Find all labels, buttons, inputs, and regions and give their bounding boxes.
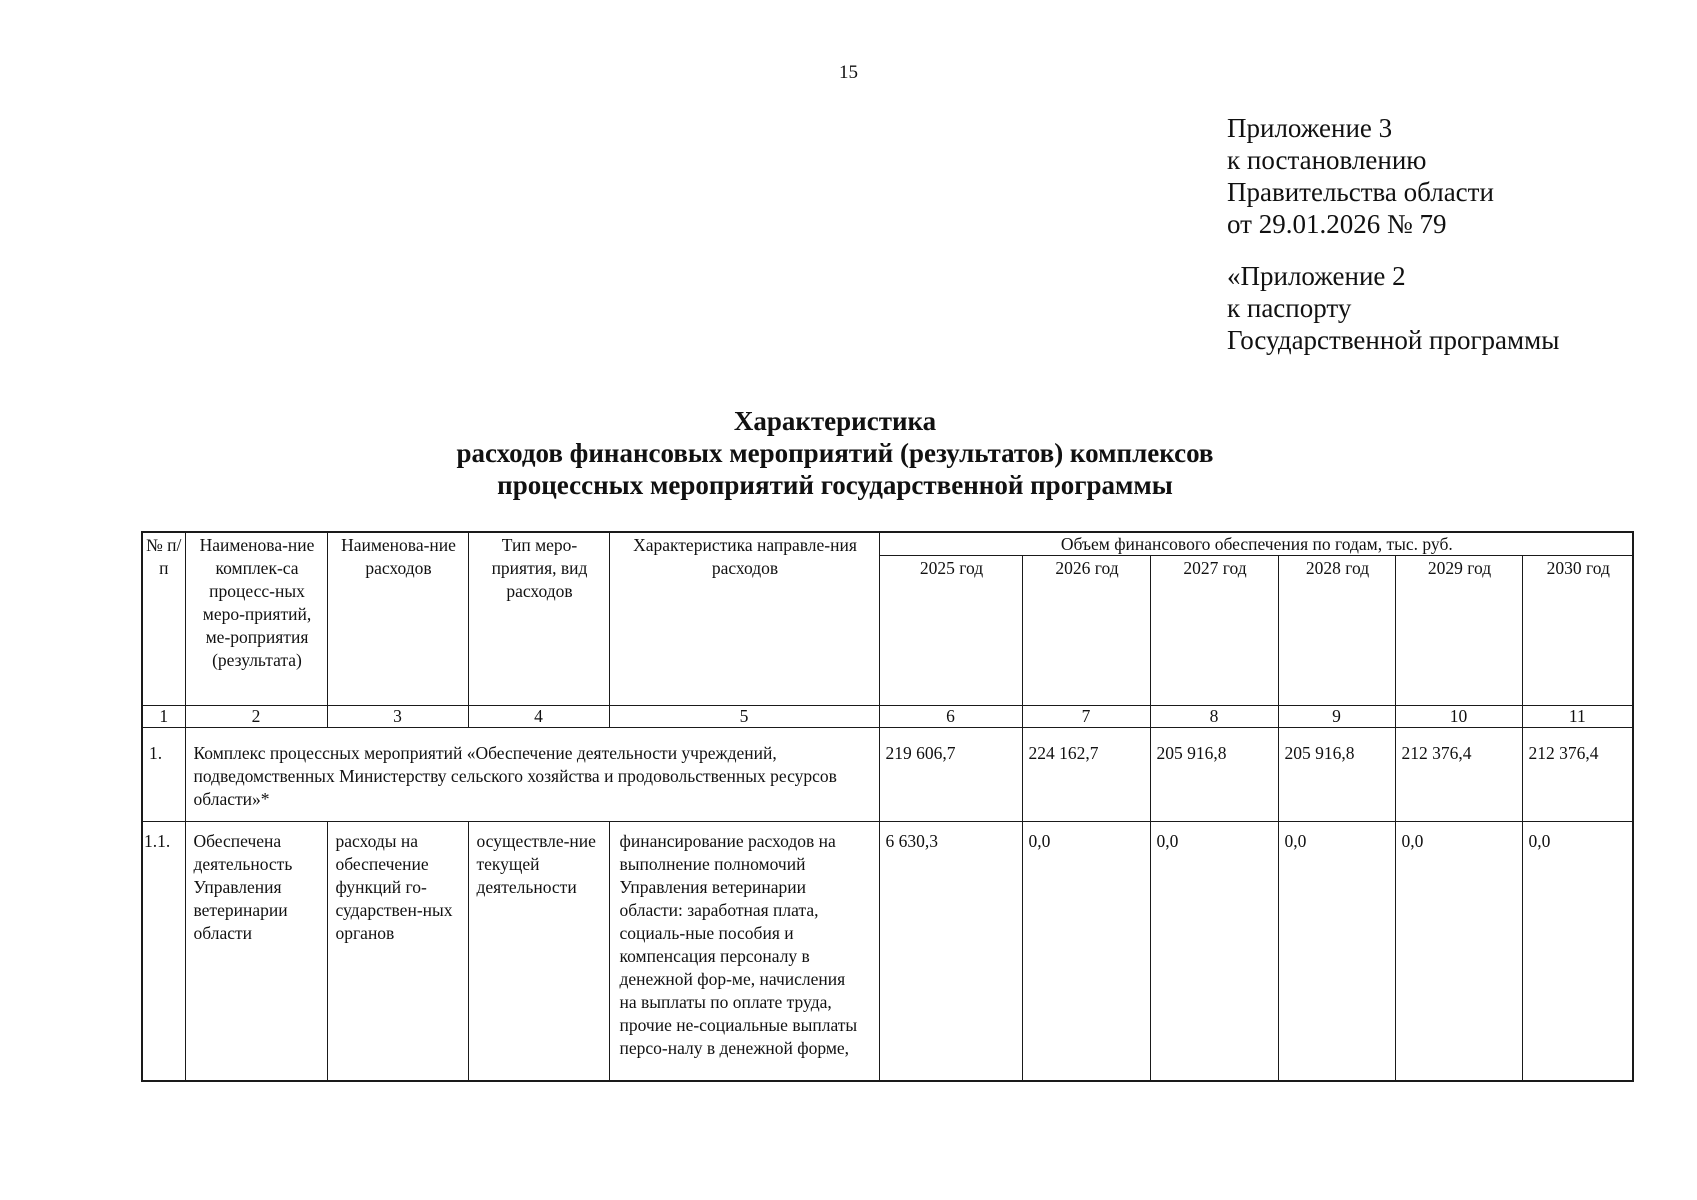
year-header: 2030 год	[1522, 556, 1633, 706]
header-cell: Наименова-ние комплек-са процесс-ных меро-приятий, ме-роприятия (результата)	[185, 532, 327, 706]
column-number: 4	[468, 706, 609, 728]
row-value: 6 630,3	[879, 822, 1022, 1082]
column-number: 11	[1522, 706, 1633, 728]
row-value: 0,0	[1150, 822, 1278, 1082]
expenses-table	[141, 531, 1634, 1082]
header-cell: Наименова-ние расходов	[327, 532, 468, 706]
approval-line: к постановлению	[1227, 145, 1427, 175]
year-header: 2025 год	[879, 556, 1022, 706]
header-cell: Характеристика направле-ния расходов	[609, 532, 879, 706]
page-number: 15	[839, 62, 858, 83]
row-value: 205 916,8	[1150, 728, 1278, 822]
column-numbers-row	[142, 706, 1633, 728]
column-number: 6	[879, 706, 1022, 728]
column-number: 10	[1395, 706, 1522, 728]
row-type: осуществле-ние текущей деятельности	[468, 822, 609, 1082]
table-row	[142, 728, 1633, 822]
row-value: 0,0	[1278, 822, 1395, 1082]
document-title	[360, 405, 1310, 501]
row-characteristic: финансирование расходов на выполнение полномочий Управления ветеринарии области: заработная плата, социаль-ные пособия и компенсация персоналу в денежной фор-ме, начисления на выплаты по оплате труда, прочие не-социальные выплаты персо-налу в денежной форме,	[609, 822, 879, 1082]
spacer	[1227, 240, 1559, 260]
approval-line: от 29.01.2026 № 79	[1227, 209, 1447, 239]
header-cell: Тип меро-приятия, вид расходов	[468, 532, 609, 706]
row-value: 212 376,4	[1395, 728, 1522, 822]
header-cell: № п/п	[142, 532, 185, 706]
approval-line: Правительства области	[1227, 177, 1494, 207]
row-value: 0,0	[1522, 822, 1633, 1082]
row-index: 1.1.	[142, 822, 185, 1082]
row-value: 0,0	[1395, 822, 1522, 1082]
table-row	[142, 822, 1633, 1082]
row-value: 205 916,8	[1278, 728, 1395, 822]
row-name: Обеспечена деятельность Управления ветеринарии области	[185, 822, 327, 1082]
row-name: Комплекс процессных мероприятий «Обеспечение деятельности учреждений, подведомственных Министерству сельского хозяйства и продовольственных ресурсов области»*	[185, 728, 879, 822]
column-number: 2	[185, 706, 327, 728]
column-number: 9	[1278, 706, 1395, 728]
approval-line: Государственной программы	[1227, 325, 1560, 355]
approval-line: «Приложение 2	[1227, 261, 1406, 291]
approval-line: Приложение 3	[1227, 113, 1393, 143]
row-value: 0,0	[1022, 822, 1150, 1082]
year-header: 2028 год	[1278, 556, 1395, 706]
year-header: 2027 год	[1150, 556, 1278, 706]
year-header: 2029 год	[1395, 556, 1522, 706]
year-header: 2026 год	[1022, 556, 1150, 706]
title-line: расходов финансовых мероприятий (результатов) комплексов	[456, 438, 1214, 468]
column-number: 3	[327, 706, 468, 728]
title-line: процессных мероприятий государственной программы	[497, 470, 1173, 500]
approval-block	[1227, 112, 1559, 356]
column-number: 7	[1022, 706, 1150, 728]
approval-line: к паспорту	[1227, 293, 1352, 323]
title-line: Характеристика	[733, 406, 937, 436]
column-number: 5	[609, 706, 879, 728]
financing-group-header: Объем финансового обеспечения по годам, тыс. руб.	[879, 532, 1633, 556]
column-number: 1	[142, 706, 185, 728]
header-row	[142, 532, 1633, 556]
column-number: 8	[1150, 706, 1278, 728]
row-expense-name: расходы на обеспечение функций го-сударствен-ных органов	[327, 822, 468, 1082]
row-value: 219 606,7	[879, 728, 1022, 822]
row-index: 1.	[142, 728, 185, 822]
row-value: 224 162,7	[1022, 728, 1150, 822]
row-value: 212 376,4	[1522, 728, 1633, 822]
